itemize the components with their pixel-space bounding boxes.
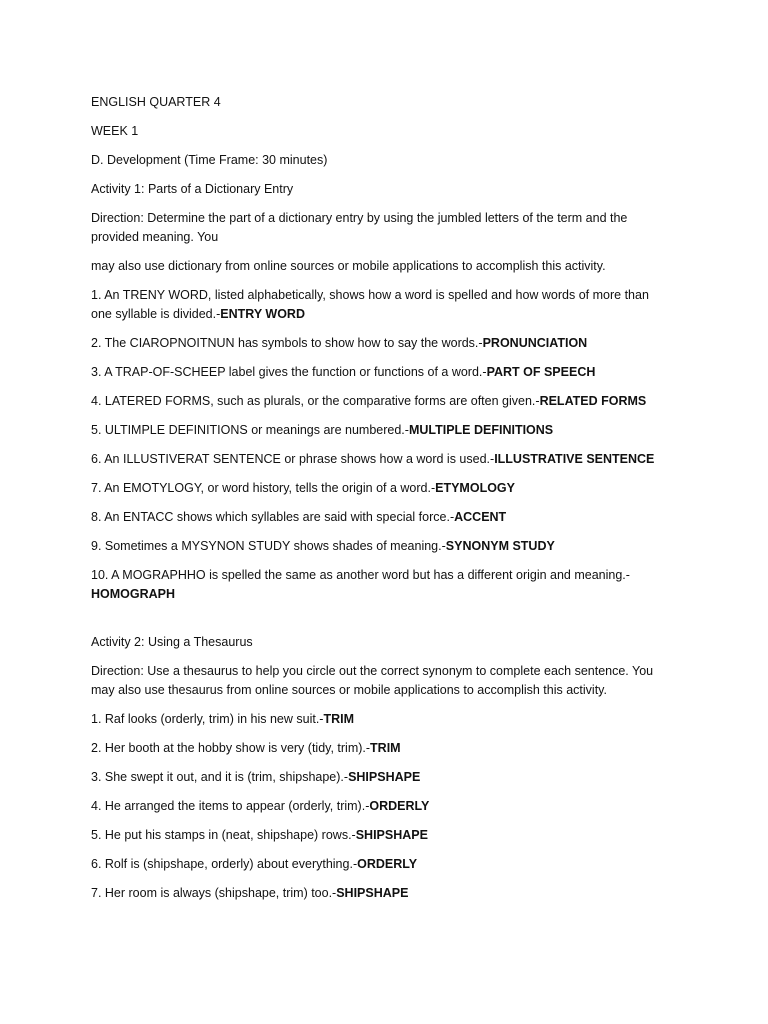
- document-page: [91, 93, 671, 913]
- activity1-item: [91, 508, 671, 527]
- activity2-item: [91, 710, 671, 729]
- activity1-item: [91, 537, 671, 556]
- document-title: ENGLISH QUARTER 4: [91, 95, 221, 109]
- item-answer: PART OF SPEECH: [486, 365, 596, 379]
- item-answer: ACCENT: [454, 510, 507, 524]
- week-label: WEEK 1: [91, 124, 139, 138]
- item-text: 9. Sometimes a MYSYNON STUDY shows shades of meaning.-: [91, 539, 446, 553]
- item-answer: TRIM: [323, 712, 355, 726]
- item-answer: PRONUNCIATION: [482, 336, 588, 350]
- activity2-item: [91, 855, 671, 874]
- activity1-direction: Direction: Determine the part of a dictionary entry by using the jumbled letters of the term and the provided meaning. You: [91, 211, 628, 244]
- item-answer: TRIM: [370, 741, 401, 755]
- item-text: 3. A TRAP-OF-SCHEEP label gives the function or functions of a word.-: [91, 365, 487, 379]
- item-answer: SYNONYM STUDY: [445, 539, 555, 553]
- item-text: 6. An ILLUSTIVERAT SENTENCE or phrase shows how a word is used.-: [91, 452, 495, 466]
- item-text: 7. An EMOTYLOGY, or word history, tells the origin of a word.-: [91, 481, 436, 495]
- item-text: 1. An TRENY WORD, listed alphabetically, shows how a word is spelled and how words of more than one syllable is divided.-: [91, 288, 649, 321]
- section-spacer: [91, 614, 671, 633]
- item-text: 5. He put his stamps in (neat, shipshape) rows.-: [91, 828, 356, 842]
- item-answer: MULTIPLE DEFINITIONS: [408, 423, 554, 437]
- item-answer: ENTRY WORD: [220, 307, 305, 321]
- item-answer: SHIPSHAPE: [348, 770, 421, 784]
- activity1-item: [91, 479, 671, 498]
- item-text: 3. She swept it out, and it is (trim, shipshape).-: [91, 770, 349, 784]
- activity1-item: [91, 286, 671, 324]
- item-answer: SHIPSHAPE: [355, 828, 428, 842]
- item-answer: SHIPSHAPE: [336, 886, 409, 900]
- activity1-direction-continued: may also use dictionary from online sources or mobile applications to accomplish this activity.: [91, 259, 606, 273]
- item-text: 6. Rolf is (shipshape, orderly) about everything.-: [91, 857, 358, 871]
- item-text: 4. He arranged the items to appear (orderly, trim).-: [91, 799, 370, 813]
- item-text: 2. The CIAROPNOITNUN has symbols to show how to say the words.-: [91, 336, 483, 350]
- activity1-item: [91, 334, 671, 353]
- item-text: 4. LATERED FORMS, such as plurals, or the comparative forms are often given.-: [91, 394, 540, 408]
- activity1-item: [91, 566, 671, 604]
- activity2-title: Activity 2: Using a Thesaurus: [91, 635, 253, 649]
- activity2-item: [91, 768, 671, 787]
- item-answer: HOMOGRAPH: [91, 587, 176, 601]
- activity1-item: [91, 392, 671, 411]
- activity1-item: [91, 363, 671, 382]
- item-answer: ETYMOLOGY: [435, 481, 515, 495]
- item-text: 5. ULTIMPLE DEFINITIONS or meanings are numbered.-: [91, 423, 409, 437]
- activity2-item: [91, 739, 671, 758]
- activity2-item: [91, 797, 671, 816]
- item-answer: ORDERLY: [357, 857, 418, 871]
- item-text: 2. Her booth at the hobby show is very (tidy, trim).-: [91, 741, 371, 755]
- activity1-item: [91, 421, 671, 440]
- item-text: 1. Raf looks (orderly, trim) in his new suit.-: [91, 712, 324, 726]
- activity2-direction: Direction: Use a thesaurus to help you circle out the correct synonym to complete each sentence. You may also use thesaurus from online sources or mobile applications to accomplish this activity.: [91, 664, 654, 697]
- activity1-title: Activity 1: Parts of a Dictionary Entry: [91, 182, 294, 196]
- item-text: 8. An ENTACC shows which syllables are said with special force.-: [91, 510, 455, 524]
- item-answer: ILLUSTRATIVE SENTENCE: [494, 452, 655, 466]
- activity2-item: [91, 826, 671, 845]
- activity2-item: [91, 884, 671, 903]
- item-answer: RELATED FORMS: [539, 394, 647, 408]
- item-text: 10. A MOGRAPHHO is spelled the same as another word but has a different origin and meaning.-: [91, 568, 630, 582]
- activity1-item: [91, 450, 671, 469]
- item-answer: ORDERLY: [369, 799, 430, 813]
- item-text: 7. Her room is always (shipshape, trim) too.-: [91, 886, 337, 900]
- section-heading: D. Development (Time Frame: 30 minutes): [91, 153, 328, 167]
